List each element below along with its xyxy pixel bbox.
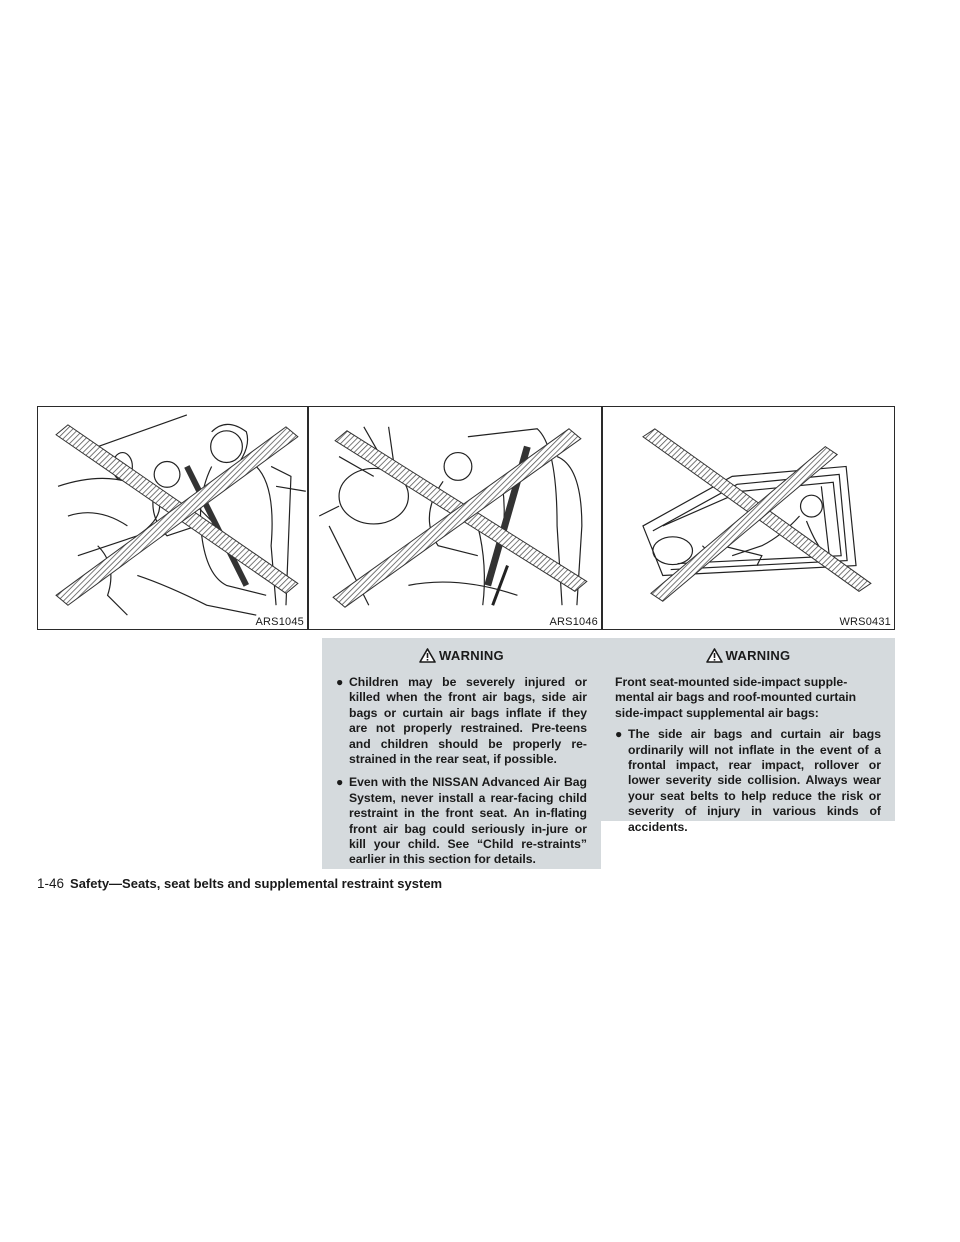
section-title: Safety—Seats, seat belts and supplemental restraint system [70,876,443,891]
figure-label: WRS0431 [839,616,891,628]
warning-triangle-icon [706,648,723,663]
page-number: 1-46 [37,876,65,891]
warning-item [336,775,587,867]
warning-item [336,675,587,767]
warning-item [615,727,881,835]
bullet-icon: ● [336,775,344,790]
illustration-child-in-front-seat [308,406,602,630]
warning-box-children [322,638,601,869]
warning-title: WARNING [439,648,504,663]
illustration-child-on-lap [37,406,308,630]
page-footer [37,876,442,891]
warning-triangle-icon [419,648,436,663]
bullet-icon: ● [615,727,623,742]
warning-box-side-airbags [601,638,895,834]
warning-item-text: Even with the NISSAN Advanced Air Bag System, never install a rear-facing child restraint in the front seat. An in-flating front air bag could seriously in-jure or kill your child. See “Child re-straints” earlier in this section for details. [349,775,587,867]
warning-item-text: The side air bags and curtain air bags ordinarily will not inflate in the event of a frontal impact, rear impact, rollover or lower severity side collision. Always wear your seat belts to help reduce the risk or severity of injury in various kinds of accidents. [628,727,881,834]
warning-title: WARNING [725,648,791,663]
figure-label: ARS1046 [549,616,598,628]
warning-heading [615,648,881,663]
illustration-child-near-window [602,406,895,630]
illustration-child-near-window-drawing [603,407,894,629]
illustration-child-on-lap-drawing [38,407,307,629]
illustration-child-in-front-seat-drawing [309,407,601,629]
warning-heading [336,648,587,663]
figure-label: ARS1045 [255,616,304,628]
bullet-icon: ● [336,675,344,689]
warning-item-text: Children may be severely injured or killed when the front air bags, side air bags or curtain air bags inflate if they are not properly restrained. Pre-teens and children should be properly re-strained in the rear seat, if possible. [349,675,587,767]
warning-intro: Front seat-mounted side-impact supple-mental air bags and roof-mounted curtain side-impact supplemental air bags: [615,675,857,720]
